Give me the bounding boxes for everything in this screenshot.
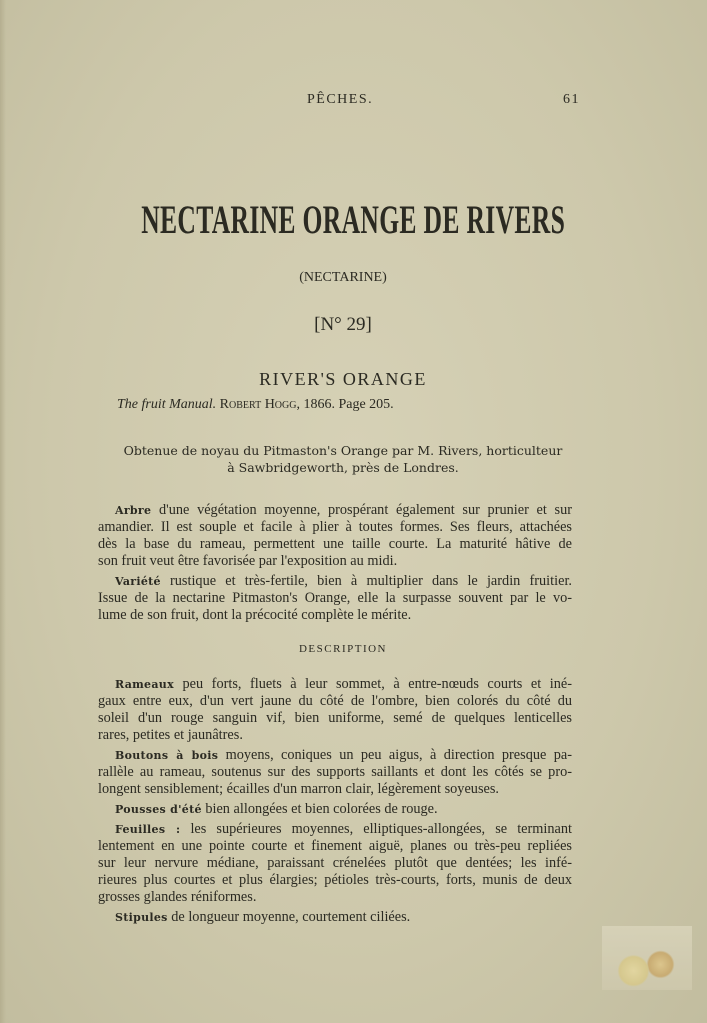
paragraph-lead-term: Feuilles : — [115, 823, 181, 836]
line-text: lentement en une pointe courte et finement aiguë, planes ou très-peu repliées — [98, 838, 572, 854]
text-line — [98, 710, 572, 727]
text-line — [98, 838, 572, 855]
subtitle: (NECTARINE) — [299, 270, 387, 285]
text-line — [98, 889, 572, 906]
paragraph-lead-term: Boutons à bois — [115, 749, 219, 762]
variety-number: [N° 29] — [314, 314, 372, 335]
line-text: soleil d'un rouge sanguin vif, bien uniforme, semé de quelques lenticelles — [98, 710, 572, 726]
synonym-heading: RIVER'S ORANGE — [259, 369, 427, 389]
line-text: longent sensiblement; écailles d'un marron clair, légèrement soyeuses. — [98, 781, 499, 797]
text-line — [98, 801, 572, 818]
paragraph-lead-term: Variété — [115, 575, 161, 588]
text-line — [98, 590, 572, 607]
text-line — [98, 607, 572, 624]
line-text: bien allongées et bien colorées de rouge. — [205, 801, 438, 817]
origin-line-1: Obtenue de noyau du Pitmaston's Orange par M. Rivers, horticulteur — [123, 443, 563, 458]
text-line — [98, 573, 572, 590]
origin-line-2: à Sawbridgeworth, près de Londres. — [227, 460, 459, 475]
text-line — [98, 536, 572, 553]
line-text: gaux entre eux, d'un vert jaune du côté de l'ombre, bien colorés du côté du — [98, 693, 572, 709]
text-line — [98, 519, 572, 536]
text-line — [98, 502, 572, 519]
text-line — [98, 855, 572, 872]
paragraph — [98, 502, 572, 570]
line-text: son fruit veut être favorisée par l'exposition au midi. — [98, 553, 398, 569]
text-line — [98, 693, 572, 710]
text-line — [98, 676, 572, 693]
line-text: rallèle au rameau, soutenus sur des supports saillants et dont les côtés se pro- — [98, 764, 572, 780]
line-text: d'une végétation moyenne, prospérant également sur prunier et sur — [159, 502, 573, 518]
page-number: 61 — [563, 92, 580, 107]
description-paragraphs — [98, 676, 572, 929]
page-title-text: NECTARINE ORANGE DE RIVERS — [141, 197, 566, 242]
paragraph — [98, 747, 572, 798]
line-text: rares, petites et jaunâtres. — [98, 727, 243, 743]
line-text: Issue de la nectarine Pitmaston's Orange, elle la surpasse souvent par le vo- — [98, 590, 572, 606]
line-text: moyens, coniques un peu aigus, à direction presque pa- — [225, 747, 572, 763]
paragraph — [98, 676, 572, 744]
paragraph — [98, 821, 572, 906]
text-line — [98, 872, 572, 889]
reference-details: 1866. Page 205. — [303, 397, 394, 412]
line-text: dès la base du rameau, permettent une taille courte. La maturité hâtive de — [98, 536, 572, 552]
text-line — [98, 747, 572, 764]
intro-paragraphs — [98, 502, 572, 627]
text-line — [98, 553, 572, 570]
paragraph — [98, 573, 572, 624]
text-line — [98, 909, 572, 926]
line-text: rustique et très-fertile, bien à multiplier dans le jardin fruitier. — [170, 573, 572, 589]
paragraph-lead-term: Arbre — [115, 504, 152, 517]
paragraph — [98, 801, 572, 818]
page-title — [0, 196, 707, 243]
line-text: peu forts, fluets à leur sommet, à entre-nœuds courts et iné- — [182, 676, 572, 692]
text-line — [98, 781, 572, 798]
text-line — [98, 764, 572, 781]
line-text: les supérieures moyennes, elliptiques-allongées, se terminant — [190, 821, 572, 837]
line-text: de longueur moyenne, courtement ciliées. — [171, 909, 411, 925]
paragraph — [98, 909, 572, 926]
line-text: lume de son fruit, dont la précocité complète le mérite. — [98, 607, 412, 623]
running-title: PÊCHES. — [307, 92, 374, 107]
line-text: amandier. Il est souple et facile à plier à toutes formes. Ses fleurs, attachées — [98, 519, 572, 535]
reference-author: Robert Hogg, — [219, 397, 300, 412]
page-gutter-shadow — [0, 0, 6, 1023]
line-text: sur leur nervure médiane, paraissant crénelées plutôt que dentées; les infé- — [98, 855, 572, 871]
fruit-thumbnail-image — [602, 926, 692, 990]
section-heading-description: DESCRIPTION — [298, 643, 387, 655]
line-text: grosses glandes réniformes. — [98, 889, 257, 905]
paragraph-lead-term: Stipules — [115, 911, 168, 924]
paragraph-lead-term: Rameaux — [115, 678, 174, 691]
text-line — [98, 821, 572, 838]
line-text: rieures plus courtes et plus élargies; pétioles très-courts, forts, munis de deux — [98, 872, 572, 888]
reference-work: The fruit Manual. — [117, 397, 217, 412]
paragraph-lead-term: Pousses d'été — [115, 803, 202, 816]
bibliographic-reference — [117, 397, 394, 413]
text-line — [98, 727, 572, 744]
